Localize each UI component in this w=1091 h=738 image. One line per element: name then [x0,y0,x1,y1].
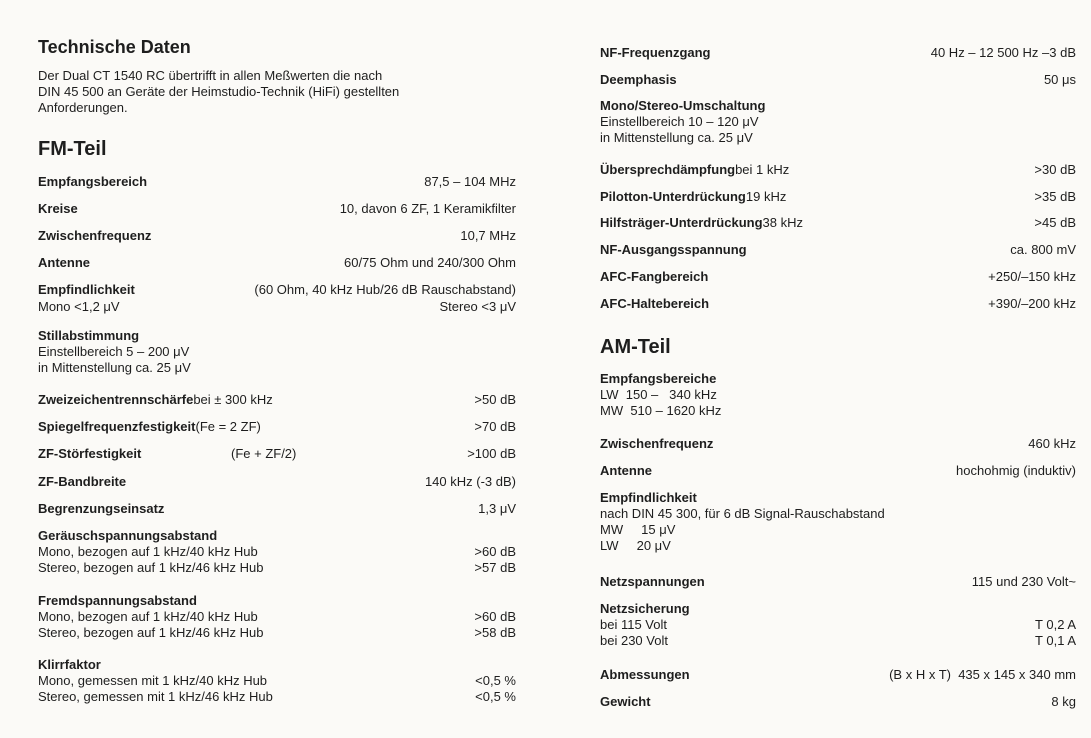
spec-value: 10,7 MHz [460,228,516,243]
spec-row-zwischenfrequenz [38,227,516,244]
spec-value: <0,5 % [475,673,516,688]
spec-condition: 19 kHz [745,189,787,204]
spec-label: Geräuschspannungsabstand [38,528,218,543]
spec-line: LW 20 μV [600,538,671,553]
spec-value: 140 kHz (-3 dB) [424,474,516,489]
spec-block-empfangsbereiche [600,371,1076,419]
spec-condition: (Fe + ZF/2) [231,446,297,461]
spec-line: Mono, bezogen auf 1 kHz/40 kHz Hub [38,609,258,624]
am-heading: AM-Teil [600,336,671,358]
intro-text [38,68,516,116]
spec-line: bei 230 Volt [600,633,668,648]
spec-label: Zwischenfrequenz [38,228,152,243]
spec-row-nfaus [600,241,1076,258]
spec-value: >60 dB [474,544,516,559]
spec-value: >70 dB [474,419,516,434]
spec-value: 10, davon 6 ZF, 1 Keramikfilter [339,201,516,216]
spec-block-netzsicherung [600,601,1076,649]
spec-line: Stereo, bezogen auf 1 kHz/46 kHz Hub [38,625,264,640]
spec-label: Abmessungen [600,667,690,682]
spec-value: hochohmig (induktiv) [956,463,1076,478]
spec-value: 87,5 – 104 MHz [424,174,516,189]
spec-value: Stereo <3 μV [439,299,516,314]
spec-label: Klirrfaktor [38,657,101,672]
intro-line: Anforderungen. [38,100,128,115]
spec-label: Antenne [600,463,652,478]
spec-row-uebersprech [600,161,1076,178]
spec-line: Stereo, bezogen auf 1 kHz/46 kHz Hub [38,560,264,575]
spec-line: in Mittenstellung ca. 25 μV [38,360,191,375]
spec-line: Mono <1,2 μV [38,299,120,314]
spec-line: Mono, bezogen auf 1 kHz/40 kHz Hub [38,544,258,559]
spec-condition: bei 1 kHz [735,162,790,177]
spec-label: Gewicht [600,694,651,709]
intro-line: Der Dual CT 1540 RC übertrifft in allen Meßwerten die nach [38,68,383,83]
spec-row-empfangsbereich [38,173,516,190]
spec-value: >58 dB [474,625,516,640]
spec-value: ca. 800 mV [1010,242,1076,257]
spec-row-begrenzung [38,500,516,517]
spec-condition: 38 kHz [762,215,803,230]
spec-condition: (B x H x T) [889,667,951,682]
spec-row-antenne [38,254,516,271]
spec-label: Empfangsbereiche [600,371,717,386]
spec-label: Spiegelfrequenzfestigkeit [38,419,196,434]
spec-value: <0,5 % [475,689,516,704]
spec-value: >57 dB [474,560,516,575]
spec-row-hilfs [600,214,1076,231]
spec-row-afchalte [600,295,1076,312]
spec-label: Empfindlichkeit [600,490,697,505]
spec-block-geraeusch [38,528,516,576]
spec-label: Übersprechdämpfung [600,162,736,177]
spec-condition: bei ± 300 kHz [193,392,273,407]
spec-value: 1,3 μV [478,501,516,516]
spec-label: AFC-Haltebereich [600,296,710,311]
spec-value: 50 μs [1043,72,1076,87]
spec-row-nf [600,44,1076,61]
spec-value: 8 kg [1051,694,1076,709]
spec-label: Zwischenfrequenz [600,436,714,451]
spec-row-kreise [38,200,516,217]
spec-line: Einstellbereich 5 – 200 μV [38,344,190,359]
spec-block-am-empfindlichkeit [600,490,1076,554]
spec-line: LW 150 – 340 kHz [600,387,717,402]
fm-heading: FM-Teil [38,138,107,160]
spec-line: Stereo, gemessen mit 1 kHz/46 kHz Hub [38,689,273,704]
intro-line: DIN 45 500 an Geräte der Heimstudio-Technik (HiFi) gestellten [38,84,400,99]
spec-line: bei 115 Volt [600,617,667,632]
spec-label: ZF-Bandbreite [38,474,127,489]
spec-value: >60 dB [474,609,516,624]
spec-condition: (60 Ohm, 40 kHz Hub/26 dB Rauschabstand) [254,282,516,297]
spec-block-klirr [38,657,516,705]
spec-block-monostereo [600,98,1076,146]
spec-row-am-antenne [600,462,1076,479]
spec-label: Kreise [38,201,78,216]
spec-label: Empfangsbereich [38,174,148,189]
spec-value: +390/–200 kHz [988,296,1076,311]
page-title: Technische Daten [38,37,191,57]
spec-label: Stillabstimmung [38,328,140,343]
spec-value: 60/75 Ohm und 240/300 Ohm [343,255,516,270]
spec-row-gewicht [600,693,1076,710]
spec-value: >45 dB [1034,215,1076,230]
spec-row-afcfang [600,268,1076,285]
spec-label: AFC-Fangbereich [600,269,709,284]
spec-row-spiegel [38,418,516,435]
spec-row-zweizeichen [38,391,516,408]
spec-condition: (Fe = 2 ZF) [195,419,261,434]
spec-value: >35 dB [1034,189,1076,204]
spec-label: Mono/Stereo-Umschaltung [600,98,766,113]
spec-value: 115 und 230 Volt~ [971,574,1076,589]
spec-row-zfband [38,473,516,490]
spec-block-stillabstimmung [38,328,516,376]
spec-row-abmessungen [600,666,1076,683]
spec-value: T 0,1 A [1035,633,1076,648]
spec-label: Antenne [38,255,90,270]
spec-label: Begrenzungseinsatz [38,501,165,516]
spec-row-am-zf [600,435,1076,452]
spec-value: >50 dB [474,392,516,407]
spec-value: >100 dB [467,446,516,461]
spec-label: Netzspannungen [600,574,705,589]
spec-label: Netzsicherung [600,601,690,616]
spec-label: Hilfsträger-Unterdrückung [600,215,763,230]
spec-label: Zweizeichentrennschärfe [38,392,194,407]
spec-row-pilot [600,188,1076,205]
spec-line: in Mittenstellung ca. 25 μV [600,130,753,145]
spec-label: NF-Frequenzgang [600,45,711,60]
spec-line: MW 15 μV [600,522,676,537]
spec-label: NF-Ausgangsspannung [600,242,747,257]
spec-value: >30 dB [1034,162,1076,177]
spec-condition: nach DIN 45 300, für 6 dB Signal-Rauschabstand [600,506,885,521]
spec-value: +250/–150 kHz [988,269,1076,284]
spec-value: 40 Hz – 12 500 Hz –3 dB [930,45,1076,60]
spec-value: T 0,2 A [1035,617,1076,632]
spec-line: Mono, gemessen mit 1 kHz/40 kHz Hub [38,673,268,688]
spec-block-fremd [38,593,516,641]
spec-row-deemphasis [600,71,1076,88]
spec-line: MW 510 – 1620 kHz [600,403,722,418]
spec-label: Empfindlichkeit [38,282,135,297]
spec-label: Deemphasis [600,72,677,87]
spec-value: 435 x 145 x 340 mm [958,667,1076,682]
spec-value: 460 kHz [1028,436,1076,451]
spec-block-empfindlichkeit [38,281,516,315]
spec-label: Pilotton-Unterdrückung [600,189,746,204]
spec-row-netz [600,573,1076,590]
spec-label: Fremdspannungsabstand [38,593,197,608]
spec-label: ZF-Störfestigkeit [38,446,142,461]
spec-line: Einstellbereich 10 – 120 μV [600,114,759,129]
